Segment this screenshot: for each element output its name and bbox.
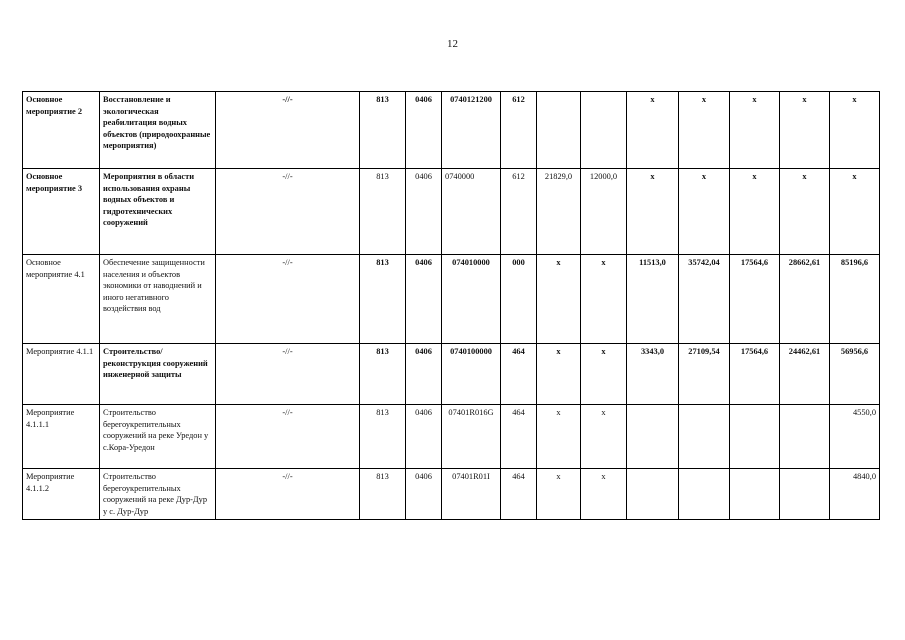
row-name: Основное мероприятие 4.1	[23, 255, 100, 344]
row-executor: -//-	[216, 344, 360, 405]
row-vr: 464	[501, 469, 537, 520]
table-row	[23, 469, 880, 520]
row-value-1: 21829,0	[537, 169, 581, 255]
row-grbs: 813	[360, 469, 406, 520]
row-executor: -//-	[216, 92, 360, 169]
row-vr: 612	[501, 92, 537, 169]
row-value-7: x	[830, 169, 880, 255]
row-value-2: x	[581, 469, 627, 520]
page-number: 12	[447, 38, 458, 50]
row-value-1: x	[537, 255, 581, 344]
row-value-3: 3343,0	[627, 344, 679, 405]
row-name: Мероприятие 4.1.1	[23, 344, 100, 405]
row-value-1: x	[537, 469, 581, 520]
row-title: Строительство берегоукрепительных сооружений на реке Уредон у с.Кора-Уредон	[100, 405, 216, 469]
row-value-2: 12000,0	[581, 169, 627, 255]
row-rzpr: 0406	[406, 169, 442, 255]
row-grbs: 813	[360, 169, 406, 255]
row-value-3	[627, 469, 679, 520]
row-value-4	[679, 405, 730, 469]
row-value-2	[581, 92, 627, 169]
row-value-5	[730, 469, 780, 520]
row-value-1	[537, 92, 581, 169]
row-value-4: x	[679, 169, 730, 255]
row-value-1: x	[537, 405, 581, 469]
row-rzpr: 0406	[406, 92, 442, 169]
row-vr: 464	[501, 344, 537, 405]
row-grbs: 813	[360, 405, 406, 469]
budget-table	[22, 91, 880, 520]
row-rzpr: 0406	[406, 469, 442, 520]
row-value-7: 85196,6	[830, 255, 880, 344]
row-value-7: 4550,0	[830, 405, 880, 469]
row-value-6	[780, 469, 830, 520]
row-csr: 0740000	[442, 169, 501, 255]
row-csr: 07401R01I	[442, 469, 501, 520]
row-title: Мероприятия в области использования охраны водных объектов и гидротехнических сооружений	[100, 169, 216, 255]
row-value-6	[780, 405, 830, 469]
row-value-7: x	[830, 92, 880, 169]
table-row	[23, 169, 880, 255]
row-value-1: x	[537, 344, 581, 405]
table-row	[23, 405, 880, 469]
row-value-6: x	[780, 92, 830, 169]
row-title: Строительство берегоукрепительных сооружений на реке Дур-Дур у с. Дур-Дур	[100, 469, 216, 520]
row-value-5: 17564,6	[730, 255, 780, 344]
row-value-6: x	[780, 169, 830, 255]
row-executor: -//-	[216, 469, 360, 520]
row-value-2: x	[581, 405, 627, 469]
row-grbs: 813	[360, 92, 406, 169]
row-csr: 07401R016G	[442, 405, 501, 469]
row-value-3: 11513,0	[627, 255, 679, 344]
row-value-3	[627, 405, 679, 469]
row-value-3: x	[627, 92, 679, 169]
row-value-5: 17564,6	[730, 344, 780, 405]
row-csr: 0740100000	[442, 344, 501, 405]
row-vr: 464	[501, 405, 537, 469]
table-row	[23, 344, 880, 405]
row-name: Основное мероприятие 3	[23, 169, 100, 255]
row-title: Обеспечение защищенности населения и объектов экономики от наводнений и иного негативного воздействия вод	[100, 255, 216, 344]
row-grbs: 813	[360, 344, 406, 405]
row-rzpr: 0406	[406, 344, 442, 405]
row-value-3: x	[627, 169, 679, 255]
row-value-6: 28662,61	[780, 255, 830, 344]
row-value-7: 4840,0	[830, 469, 880, 520]
row-vr: 612	[501, 169, 537, 255]
row-name: Основное мероприятие 2	[23, 92, 100, 169]
row-value-2: x	[581, 344, 627, 405]
row-value-4: 27109,54	[679, 344, 730, 405]
row-title: Строительство/реконструкция сооружений инженерной защиты	[100, 344, 216, 405]
row-rzpr: 0406	[406, 405, 442, 469]
row-value-7: 56956,6	[830, 344, 880, 405]
row-value-5: x	[730, 169, 780, 255]
row-csr: 0740121200	[442, 92, 501, 169]
row-executor: -//-	[216, 405, 360, 469]
table-row	[23, 92, 880, 169]
row-value-4	[679, 469, 730, 520]
row-value-4: 35742,04	[679, 255, 730, 344]
row-executor: -//-	[216, 255, 360, 344]
row-executor: -//-	[216, 169, 360, 255]
row-value-4: x	[679, 92, 730, 169]
row-value-5	[730, 405, 780, 469]
table-row	[23, 255, 880, 344]
row-rzpr: 0406	[406, 255, 442, 344]
row-value-6: 24462,61	[780, 344, 830, 405]
row-title: Восстановление и экологическая реабилитация водных объектов (природоохранные мероприятия)	[100, 92, 216, 169]
row-grbs: 813	[360, 255, 406, 344]
row-name: Мероприятие 4.1.1.2	[23, 469, 100, 520]
row-csr: 074010000	[442, 255, 501, 344]
row-value-5: x	[730, 92, 780, 169]
row-vr: 000	[501, 255, 537, 344]
row-value-2: x	[581, 255, 627, 344]
row-name: Мероприятие 4.1.1.1	[23, 405, 100, 469]
